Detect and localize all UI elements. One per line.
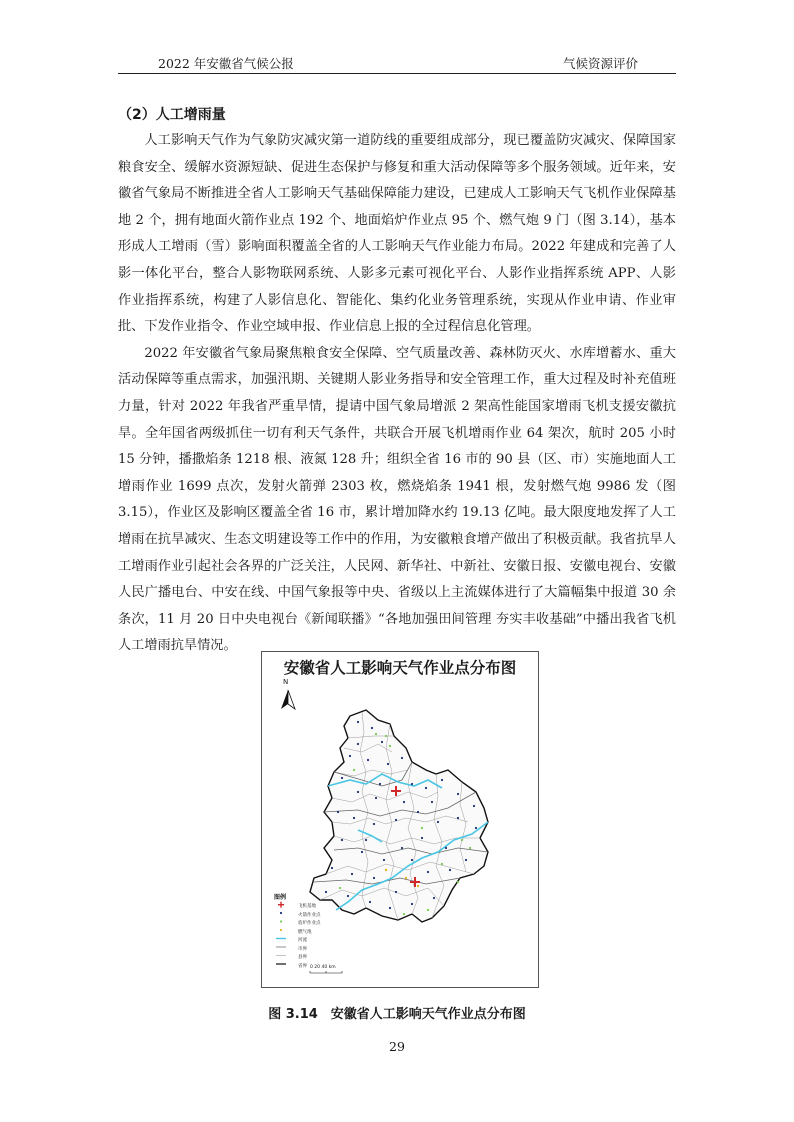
legend-title: 图例 xyxy=(274,894,287,901)
legend-label: 市界 xyxy=(298,946,307,952)
legend-item xyxy=(274,946,374,955)
north-arrow-icon xyxy=(281,690,295,709)
legend-label: 燃气炮 xyxy=(298,929,312,935)
header-rule xyxy=(118,73,676,74)
legend-label: 火箭作业点 xyxy=(298,912,321,918)
legend-label: 焰炉作业点 xyxy=(298,921,321,926)
page-number: 29 xyxy=(389,1039,405,1054)
header-right: 气候资源评价 xyxy=(562,56,638,71)
header-left: 2022 年安徽省气候公报 xyxy=(158,56,294,71)
legend-item xyxy=(274,929,374,938)
paragraph-2: 2022 年安徽省气象局聚焦粮食安全保障、空气质量改善、森林防灭火、水库增蓄水、重大活动保障等重点需求，加强汛期、关键期人影业务指导和安全管理工作，重大过程及时补充值班力量，针对 2022 年我省严重旱情，提请中国气象局增派 2 架高性能国家增雨飞机支援安徽抗旱。全年国省两级抓住一切有利天气条件，共联合开展飞机增雨作业 64 架次，航时 205 小时 15 分钟，播撒焰条 1218 根、液氮 128 升；组织全省 16 市的 90 县（区、市）实施地面人工增雨作业 1699 点次，发射火箭弹 2303 枚，燃烧焰条 1941 根，发射燃气炮 9986 发（图 3.15），作业区及影响区覆盖全省 16 市，累计增加降水约 19.13 亿吨。最大限度地发挥了人工增雨在抗旱减灾、生态文明建设等工作中的作用，为安徽粮食增产做出了积极贡献。我省抗旱人工增雨作业引起社会各界的广泛关注，人民网、新华社、中新社、安徽日报、安徽电视台、安徽人民广播电台、中安在线、中国气象报等中央、省级以上主流媒体进行了大篇幅集中报道 30 余条次，11 月 20 日中央电视台《新闻联播》“各地加强田间管理 夯实丰收基础”中播出我省飞机人工增雨抗旱情况。 xyxy=(118,345,676,654)
legend-item xyxy=(274,903,374,912)
legend-item xyxy=(274,920,374,929)
map-legend xyxy=(274,892,374,971)
province-outline xyxy=(310,710,488,922)
legend-item xyxy=(274,954,374,963)
figure-title: 安徽省人工影响天气作业点分布图 xyxy=(283,659,517,677)
map-figure xyxy=(261,651,539,988)
paragraph-1: 人工影响天气作为气象防灾减灾第一道防线的重要组成部分，现已覆盖防灾减灾、保障国家粮食安全、缓解水资源短缺、促进生态保护与修复和重大活动保障等多个服务领域。近年来，安徽省气象局不断推进全省人工影响天气基础保障能力建设，已建成人工影响天气飞机作业保障基地 2 个，拥有地面火箭作业点 192 个、地面焰炉作业点 95 个、燃气炮 9 门（图 3.14），基本形成人工增雨（雪）影响面积覆盖全省的人工影响天气作业能力布局。2022 年建成和完善了人影一体化平台，整合人影物联网系统、人影多元素可视化平台、人影作业指挥系统 APP、人影作业指挥系统，构建了人影信息化、智能化、集约化业务管理系统，实现从作业申请、作业审批、下发作业指令、作业空域申报、作业信息上报的全过程信息化管理。 xyxy=(118,133,676,335)
body-text xyxy=(118,128,676,660)
legend-item xyxy=(274,912,374,921)
north-label: N xyxy=(283,678,289,686)
legend-label: 河流 xyxy=(298,938,307,943)
legend-label: 飞机基地 xyxy=(298,904,316,909)
section-title: （2）人工增雨量 xyxy=(118,107,226,123)
legend-label: 县界 xyxy=(298,955,307,960)
figure-caption: 图 3.14 安徽省人工影响天气作业点分布图 xyxy=(268,1007,526,1022)
scale-label: 0 20 40 km xyxy=(310,965,336,970)
scale-bar xyxy=(310,971,342,973)
legend-item xyxy=(274,937,374,946)
page-header xyxy=(118,52,676,74)
legend-label: 省界 xyxy=(298,963,307,969)
